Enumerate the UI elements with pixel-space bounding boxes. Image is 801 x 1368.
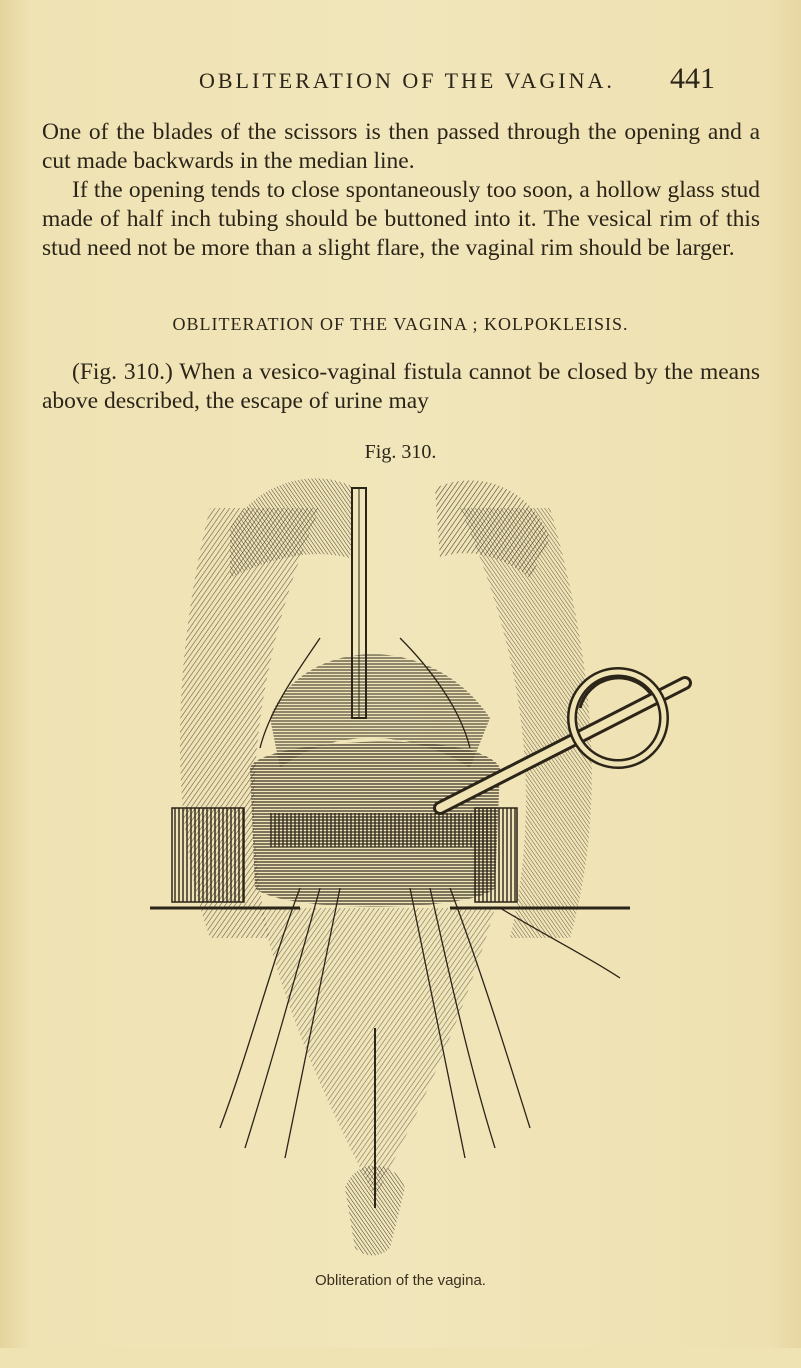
page-number: 441 [670,62,715,95]
paragraph-fistula: (Fig. 310.) When a vesico-vaginal fistula cannot be closed by the means above described, the escape of urine may [42,359,760,414]
section-heading: OBLITERATION OF THE VAGINA ; KOLPOKLEISIS. [172,314,629,334]
figure-caption: Obliteration of the vagina. [315,1272,486,1289]
posterior-wall [260,908,495,1198]
running-title: OBLITERATION OF THE VAGINA. [199,68,615,93]
running-head [0,62,801,102]
engraving-illustration [150,468,700,1268]
right-retractor [475,808,517,902]
anatomical-illustration [150,468,700,1368]
figure-label: Fig. 310. [364,441,437,463]
paragraph-glass-stud: If the opening tends to close spontaneously too soon, a hollow glass stud made of half inch tubing should be buttoned into it. The vesical rim of this stud need not be more than a slight flare, the vaginal rim should be larger. [42,177,760,261]
left-retractor [172,808,244,902]
paragraph-scissors: One of the blades of the scissors is then passed through the opening and a cut made backwards in the median line. [42,119,760,174]
suture-band [270,813,490,847]
